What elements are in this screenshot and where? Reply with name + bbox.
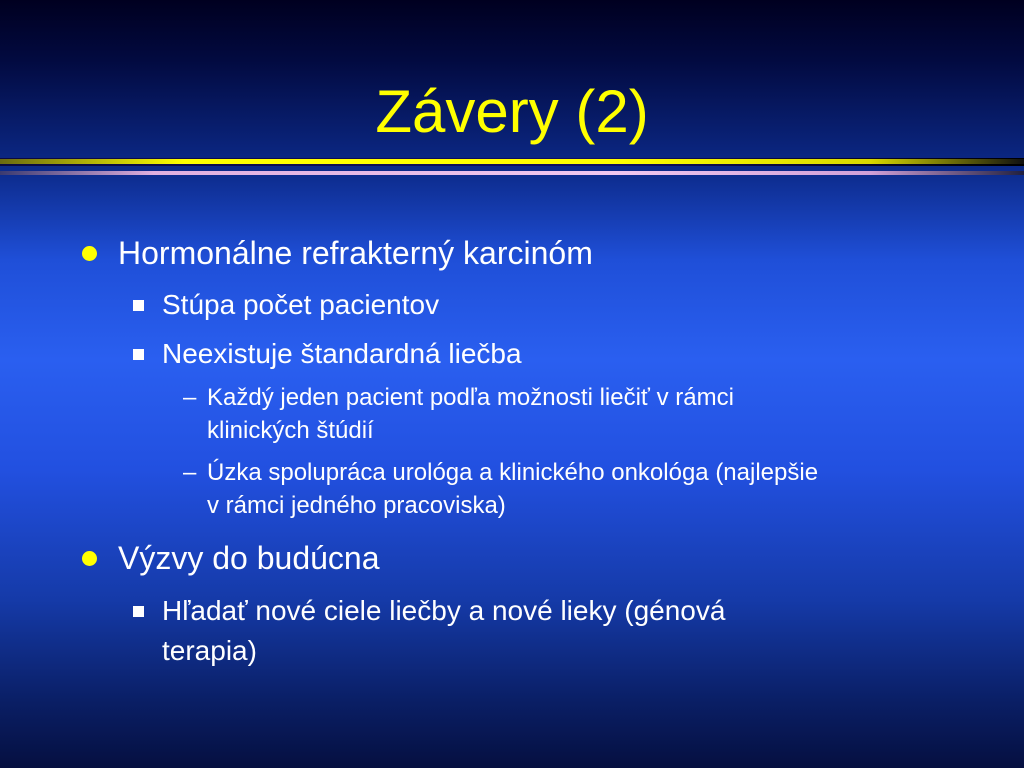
bullet-square-icon: [133, 606, 144, 617]
bullet-dot-icon: [82, 246, 97, 261]
bullet-level2: Neexistuje štandardná liečba: [162, 338, 522, 369]
bullet-level1: Výzvy do budúcna: [118, 540, 380, 576]
bullet-square-icon: [133, 300, 144, 311]
bullet-level3-line2: klinických štúdií: [207, 417, 374, 444]
dash-bullet: –: [183, 459, 197, 486]
bullet-square-icon: [133, 349, 144, 360]
bullet-level2-line2: terapia): [162, 635, 257, 666]
bullet-level3-line1: Úzka spolupráca urológa a klinického onkológa (najlepšie: [207, 459, 819, 486]
bullet-level3-line1: Každý jeden pacient podľa možnosti liečiť v rámci: [207, 384, 734, 411]
bullet-level2: Stúpa počet pacientov: [162, 289, 440, 320]
bullet-level2-line1: Hľadať nové ciele liečby a nové lieky (génová: [162, 595, 726, 626]
bullet-dot-icon: [82, 551, 97, 566]
slide-title: Závery (2): [375, 78, 649, 145]
bullet-level1: Hormonálne refrakterný karcinóm: [118, 235, 593, 271]
bullet-level3-line2: v rámci jedného pracoviska): [207, 492, 506, 519]
dash-bullet: –: [183, 384, 197, 411]
